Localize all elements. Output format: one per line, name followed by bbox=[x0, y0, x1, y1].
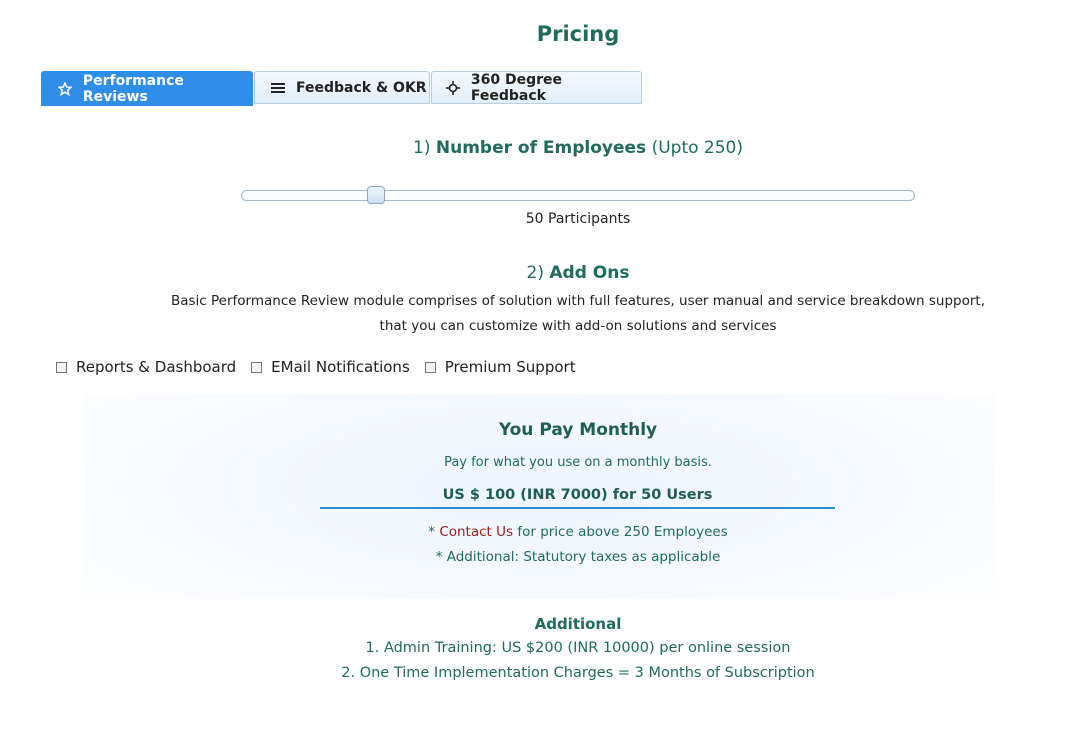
addons-number: 2) bbox=[526, 263, 544, 283]
employees-limit: (Upto 250) bbox=[651, 138, 743, 158]
addons-description-line: that you can customize with add-on solutions and services bbox=[379, 317, 777, 334]
email-notifications-checkbox[interactable] bbox=[251, 362, 262, 373]
participants-count: 50 Participants bbox=[525, 211, 631, 227]
page-title: Pricing bbox=[536, 22, 620, 46]
pay-subtitle: Pay for what you use on a monthly basis. bbox=[444, 455, 712, 470]
tax-note: * Additional: Statutory taxes as applicable bbox=[435, 549, 721, 565]
pay-summary-box bbox=[85, 394, 995, 599]
employees-slider[interactable] bbox=[241, 190, 915, 201]
tab-label: 360 Degree Feedback bbox=[470, 71, 563, 104]
tab-performance-reviews[interactable] bbox=[41, 71, 253, 106]
addon-label: Premium Support bbox=[444, 358, 576, 376]
addons-description-line: Basic Performance Review module comprises of solution with full features, user manual and service breakdown support, bbox=[170, 293, 985, 309]
addon-options bbox=[56, 358, 591, 376]
addons-description bbox=[150, 289, 1006, 338]
note-suffix: for price above 250 Employees bbox=[513, 524, 728, 540]
contact-note bbox=[85, 524, 1070, 540]
additional-item: 1. Admin Training: US $200 (INR 10000) per online session bbox=[365, 640, 791, 656]
slider-handle[interactable] bbox=[367, 186, 385, 204]
addon-premium-support[interactable] bbox=[425, 358, 576, 376]
addon-reports-dashboard[interactable] bbox=[56, 358, 236, 376]
pay-title: You Pay Monthly bbox=[498, 420, 658, 440]
tab-label: Performance Reviews bbox=[82, 72, 184, 105]
list-icon bbox=[269, 82, 287, 94]
addons-heading bbox=[0, 263, 1070, 283]
addon-email-notifications[interactable] bbox=[251, 358, 410, 376]
reports-dashboard-checkbox[interactable] bbox=[56, 362, 67, 373]
star-icon bbox=[56, 82, 74, 96]
tab-360-degree-feedback[interactable] bbox=[431, 71, 642, 104]
additional-title: Additional bbox=[534, 615, 622, 633]
premium-support-checkbox[interactable] bbox=[425, 362, 436, 373]
addons-label: Add Ons bbox=[549, 263, 630, 283]
employees-label: Number of Employees bbox=[435, 138, 647, 158]
addon-label: EMail Notifications bbox=[271, 358, 410, 376]
contact-us-link[interactable]: Contact Us bbox=[439, 524, 514, 540]
product-tabs bbox=[41, 71, 643, 106]
additional-item: 2. One Time Implementation Charges = 3 Months of Subscription bbox=[341, 665, 815, 681]
employees-heading bbox=[0, 138, 1070, 158]
tab-feedback-okr[interactable] bbox=[254, 71, 430, 104]
addon-label: Reports & Dashboard bbox=[76, 358, 237, 376]
crosshair-icon bbox=[444, 81, 462, 95]
employees-number: 1) bbox=[413, 138, 431, 158]
price-summary: US $ 100 (INR 7000) for 50 Users bbox=[320, 487, 835, 509]
note-prefix: * bbox=[428, 524, 440, 540]
tab-label: Feedback & OKR bbox=[296, 79, 427, 96]
